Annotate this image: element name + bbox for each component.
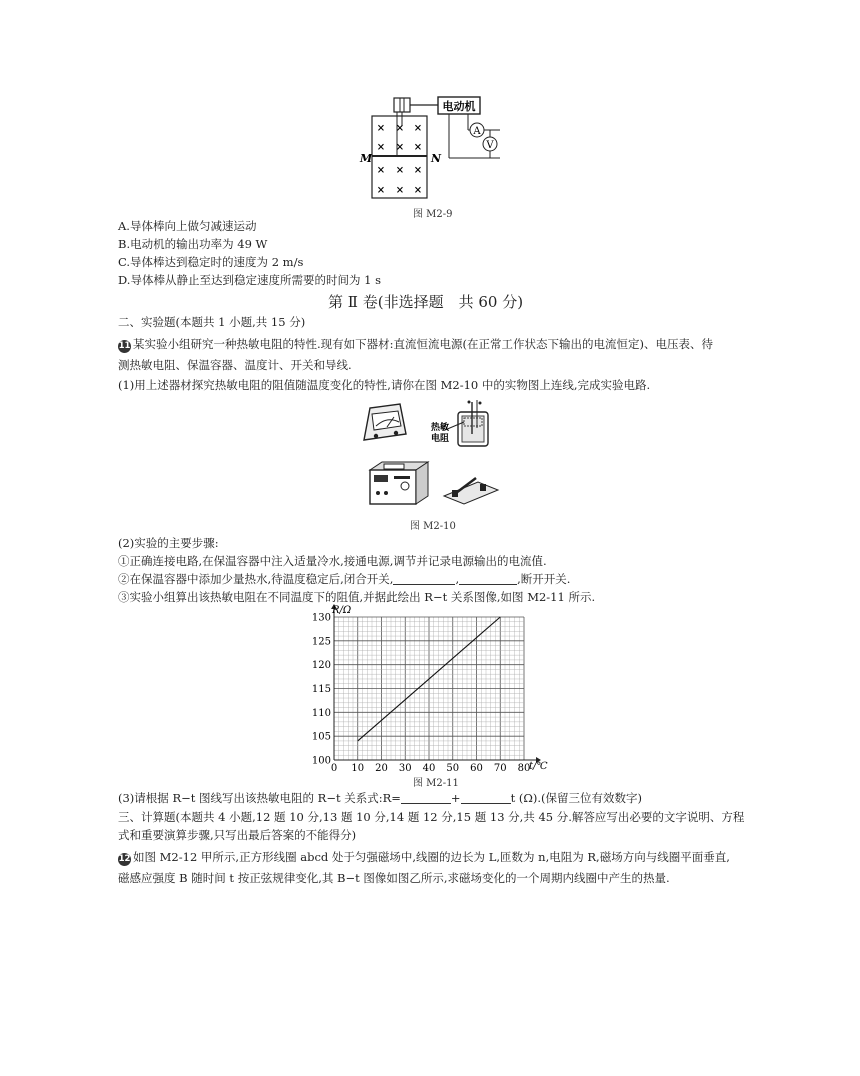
q11-part-3: (3)请根据 R−t 图线写出该热敏电阻的 R−t 关系式:R= + t (Ω).(保留三位有效数字): [118, 791, 642, 805]
x-tick-label: 30: [398, 763, 412, 774]
q11-part-2-title: (2)实验的主要步骤:: [118, 536, 219, 550]
x-tick-label: 40: [422, 763, 436, 774]
thermistor-label-1: 热敏: [430, 423, 450, 433]
q11-line-2: 测热敏电阻、保温容器、温度计、开关和导线.: [118, 358, 352, 372]
q11-number: 11: [118, 341, 131, 351]
x-tick-label: 50: [446, 763, 460, 774]
option-a: A.导体棒向上做匀减速运动: [118, 219, 257, 233]
svg-text:×: ×: [395, 142, 405, 153]
y-axis-label: R/Ω: [332, 605, 352, 616]
svg-text:×: ×: [376, 123, 386, 134]
figure-m2-9: [350, 92, 520, 212]
section-2-heading: 二、实验题(本题共 1 小题,共 15 分): [118, 315, 306, 329]
y-tick-label: 100: [311, 755, 331, 767]
q11-part-1: (1)用上述器材探究热敏电阻的阻值随温度变化的特性,请你在图 M2-10 中的实物图上连线,完成实验电路.: [118, 378, 651, 392]
y-tick-label: 110: [311, 707, 331, 719]
svg-text:×: ×: [413, 165, 423, 176]
q11-step-1: ①正确连接电路,在保温容器中注入适量冷水,接通电源,调节并记录电源输出的电流值.: [118, 554, 547, 568]
x-axis-label: t/℃: [529, 761, 548, 772]
y-tick-label: 130: [311, 612, 331, 624]
y-tick-label: 125: [311, 636, 331, 648]
chart-grid: [334, 617, 524, 760]
svg-text:×: ×: [376, 142, 386, 153]
figure-m2-11-caption: 图 M2-11: [413, 778, 459, 789]
svg-text:×: ×: [376, 165, 386, 176]
y-tick-label: 105: [311, 731, 331, 743]
svg-text:×: ×: [376, 185, 386, 196]
x-tick-label: 20: [375, 763, 388, 774]
svg-text:A: A: [473, 126, 481, 137]
power-supply-icon: [370, 462, 428, 504]
q12-line-1: 12 如图 M2-12 甲所示,正方形线圈 abcd 处于匀强磁场中,线圈的边长为 L,匝数为 n,电阻为 R,磁场方向与线圈平面垂直,: [118, 850, 730, 864]
rt-chart: [300, 603, 550, 775]
option-b: B.电动机的输出功率为 49 W: [118, 237, 268, 251]
svg-text:×: ×: [413, 123, 423, 134]
motor-pulley: [394, 98, 410, 112]
label-m: M: [360, 152, 373, 165]
figure-m2-10-caption: 图 M2-10: [410, 521, 456, 532]
figure-m2-10: [360, 398, 500, 510]
answer-blank-4[interactable]: [461, 792, 511, 804]
answer-blank-2[interactable]: [459, 573, 517, 585]
q11-step-2: ②在保温容器中添加少量热水,待温度稳定后,闭合开关, , ,断开开关.: [118, 572, 571, 586]
x-tick-label: 60: [470, 763, 483, 774]
switch-icon: [444, 478, 498, 504]
svg-text:×: ×: [395, 123, 405, 134]
answer-blank-3[interactable]: [401, 792, 451, 804]
motor-label: 电动机: [442, 100, 476, 113]
option-d: D.导体棒从静止至达到稳定速度所需要的时间为 1 s: [118, 273, 381, 287]
y-tick-label: 120: [311, 660, 331, 672]
svg-text:×: ×: [413, 142, 423, 153]
x-tick-label: 70: [493, 763, 507, 774]
x-tick-label: 0: [330, 763, 338, 774]
svg-text:×: ×: [413, 185, 423, 196]
volume-2-title: 第 Ⅱ 卷(非选择题 共 60 分): [328, 293, 524, 311]
figure-m2-9-caption: 图 M2-9: [413, 209, 453, 220]
answer-blank-1[interactable]: [393, 573, 455, 585]
voltmeter-device-icon: [364, 404, 406, 440]
x-tick-label: 80: [517, 763, 531, 774]
q11-step-3: ③实验小组算出该热敏电阻在不同温度下的阻值,并据此绘出 R−t 关系图像,如图 M2-11 所示.: [118, 590, 596, 604]
q11-line-1: 11 某实验小组研究一种热敏电阻的特性.现有如下器材:直流恒流电源(在正常工作状态下输出的电流恒定)、电压表、待: [118, 337, 713, 351]
thermostat-container-icon: [445, 400, 488, 446]
q12-line-2: 磁感应强度 B 随时间 t 按正弦规律变化,其 B−t 图像如图乙所示,求磁场变化的一个周期内线圈中产生的热量.: [118, 871, 670, 885]
label-n: N: [431, 152, 442, 165]
thermistor-label-2: 电阻: [430, 434, 450, 444]
svg-text:×: ×: [395, 185, 405, 196]
option-c: C.导体棒达到稳定时的速度为 2 m/s: [118, 255, 304, 269]
magnetic-field-crosses: [377, 123, 422, 196]
q12-number: 12: [118, 854, 131, 864]
section-3-heading-line-2: 式和重要演算步骤,只写出最后答案的不能得分): [118, 828, 357, 842]
y-tick-label: 115: [311, 684, 331, 695]
svg-text:×: ×: [395, 165, 405, 176]
section-3-heading-line-1: 三、计算题(本题共 4 小题,12 题 10 分,13 题 10 分,14 题 12 分,15 题 13 分,共 45 分.解答应写出必要的文字说明、方程: [118, 810, 745, 824]
x-tick-label: 10: [351, 763, 365, 774]
svg-text:V: V: [486, 140, 494, 151]
